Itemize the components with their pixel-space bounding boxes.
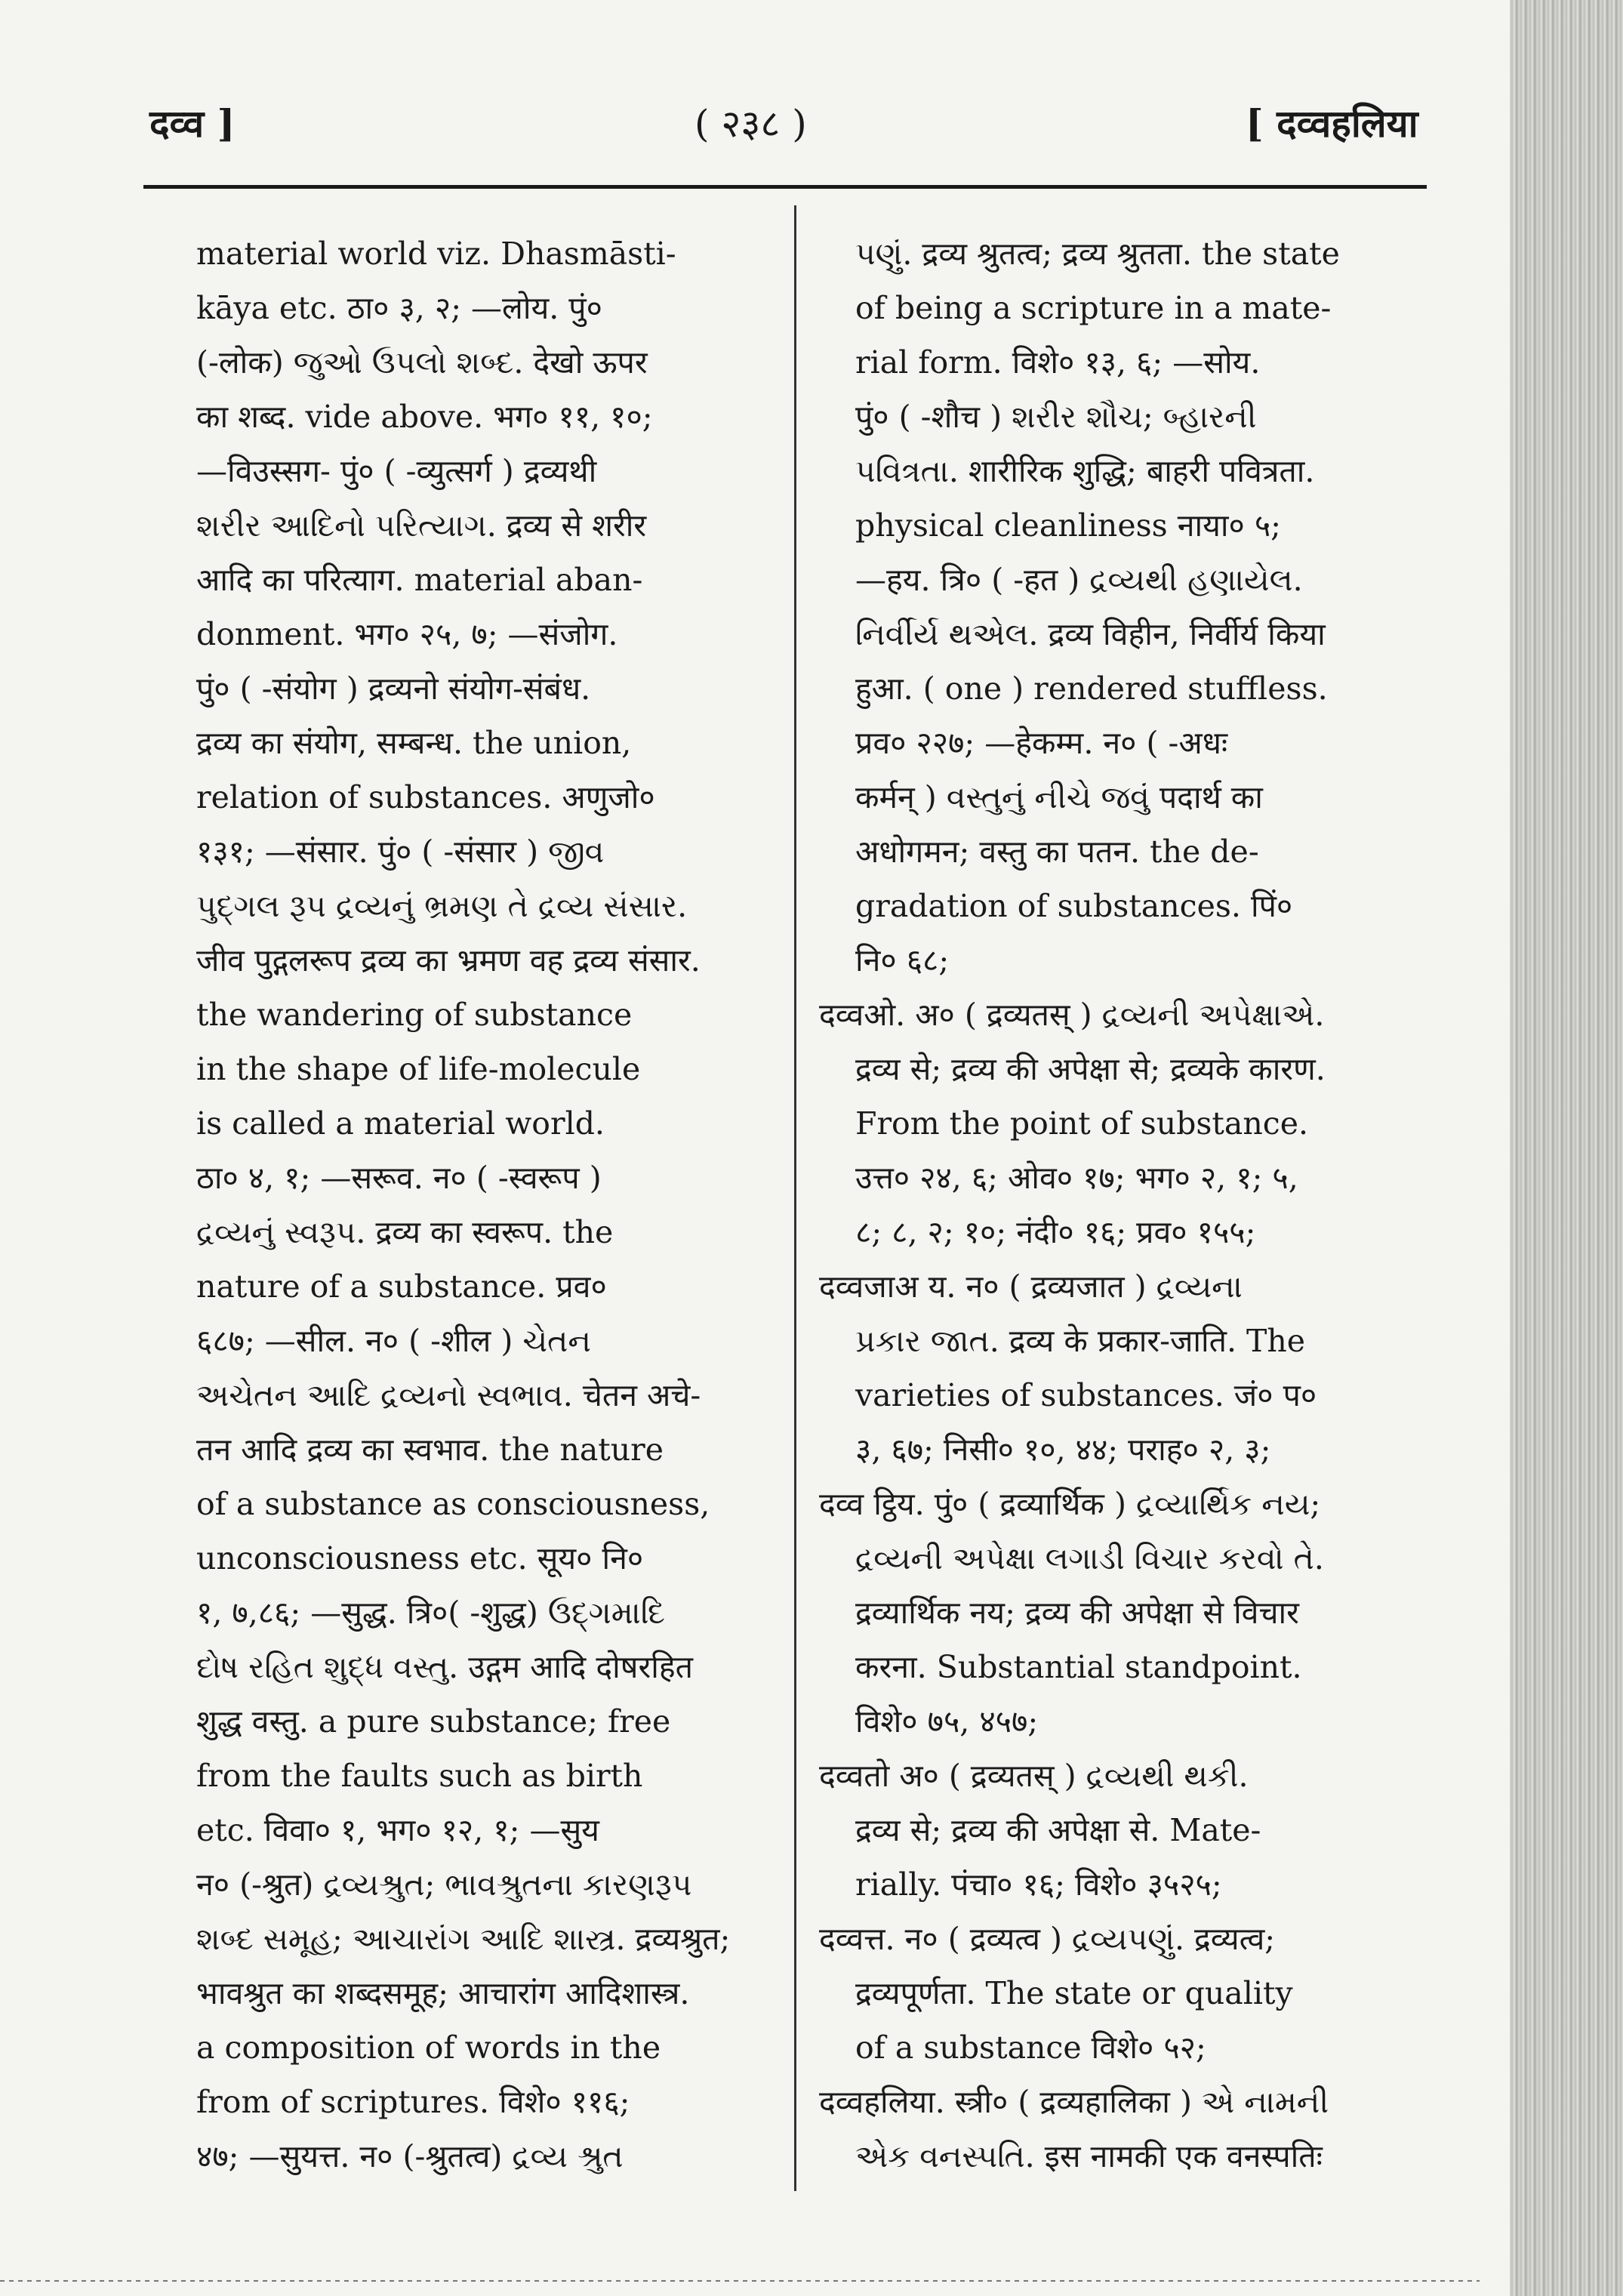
text-line: relation of substances. अणुजो० xyxy=(196,779,655,815)
text-line: ६८७; —सील. न० ( -शील ) ચેતન xyxy=(196,1323,591,1359)
text-line: (-लोक) જુઓ ઉપલો શબ્દ. देखो ऊपर xyxy=(196,344,648,381)
text-line: kāya etc. ठा० ३, २; —लोय. पुं० xyxy=(196,290,602,326)
entry-headword-line: दव्वजाअ य. न० ( द्रव्यजात ) દ્રવ્યના xyxy=(819,1268,1243,1305)
text-line: પુદ્ગલ રૂપ દ્રવ્યનું ભ્રમણ તે દ્રવ્ય સંસાર. xyxy=(196,888,688,924)
text-line: १, ७,८६; —सुद्ध. त्रि०( -शुद्ध) ઉદ્ગમાદિ xyxy=(196,1595,665,1631)
text-line: પણું. द्रव्य श्रुतत्व; द्रव्य श्रुतता. the state xyxy=(855,236,1340,272)
text-line: न० (-श्रुत) દ્રવ્યશ્રુત; ભાવશ્રુતના કારણરૂપ xyxy=(196,1866,692,1903)
text-line: nature of a substance. प्रव० xyxy=(196,1268,607,1305)
page-edge-scan-shadow xyxy=(1510,0,1623,2296)
bottom-scan-edge xyxy=(0,2280,1480,2282)
text-line: rial form. विशे० १३, ६; —सोय. xyxy=(855,344,1261,381)
right-column xyxy=(819,227,1438,2184)
text-line: physical cleanliness नाया० ५; xyxy=(855,507,1281,544)
entry-headword-line: दव्वओ. अ० ( द्रव्यतस् ) દ્રવ્યની અપેક્ષાએ. xyxy=(819,997,1325,1033)
text-line: of a substance विशे० ५२; xyxy=(855,2029,1206,2066)
text-line: is called a material world. xyxy=(196,1105,605,1142)
text-line: of a substance as consciousness, xyxy=(196,1486,710,1522)
text-line: From the point of substance. xyxy=(855,1105,1308,1142)
text-line: પવિત્રતા. शारीरिक शुद्धि; बाहरी पवित्रता. xyxy=(855,453,1315,489)
text-line: etc. विवा० १, भग० १२, १; —सुय xyxy=(196,1812,599,1848)
text-line: द्रव्य का संयोग, सम्बन्ध. the union, xyxy=(196,725,632,761)
text-line: विशे० ७५, ४५७; xyxy=(855,1703,1039,1740)
text-line: rially. पंचा० १६; विशे० ३५२५; xyxy=(855,1866,1222,1903)
text-line: द्रव्यपूर्णता. The state or quality xyxy=(855,1975,1293,2011)
text-line: શબ્દ સમૂહ; આચારાંગ આદિ શાસ્ત્ર. द्रव्यश्रुत; xyxy=(196,1921,731,1957)
entry-headword-line: दव्व ट्ठिय. पुं० ( द्रव्यार्थिक ) દ્રવ્યાર્થિક નય; xyxy=(819,1486,1321,1522)
text-line: द्रव्यार्थिक नय; द्रव्य की अपेक्षा से विचार xyxy=(855,1595,1299,1631)
text-line: ८; ८, २; १०; नंदी० १६; प्रव० १५५; xyxy=(855,1214,1256,1250)
text-line: એક વનસ્પતિ. इस नामकी एक वनस्पतिः xyxy=(855,2138,1323,2174)
text-line: from of scriptures. विशे० ११६; xyxy=(196,2084,630,2120)
text-line: अधोगमन; वस्तु का पतन. the de- xyxy=(855,834,1259,870)
text-line: पुं० ( -शौच ) શરીર શૌચ; બ્હારની xyxy=(855,399,1257,435)
text-line: નિર્વીર્ય થએલ. द्रव्य विहीन, निर्वीर्य किया xyxy=(855,616,1326,652)
text-line: पुं० ( -संयोग ) द्रव्यनो संयोग-संबंध. xyxy=(196,670,591,707)
header-right-guideword: [ दव्वहलिया xyxy=(1246,101,1418,146)
text-line: का शब्द. vide above. भग० ११, १०; xyxy=(196,399,653,435)
text-line: દ્રવ્યની અપેક્ષા લગાડી વિચાર કરવો તે. xyxy=(855,1540,1324,1576)
text-line: हुआ. ( one ) rendered stuffless. xyxy=(855,670,1328,707)
text-line: in the shape of life-molecule xyxy=(196,1051,641,1087)
text-line: ४७; —सुयत्त. न० (-श्रुतत्व) દ્રવ્ય શ્રુત xyxy=(196,2138,624,2174)
text-line: शुद्ध वस्तु. a pure substance; free xyxy=(196,1703,671,1740)
text-line: અચેતન આદિ દ્રવ્યનો સ્વભાવ. चेतन अचे- xyxy=(196,1377,701,1413)
text-line: १३१; —संसार. पुं० ( -संसार ) જીવ xyxy=(196,834,605,870)
text-line: उत्त० २४, ६; ओव० १७; भग० २, १; ५, xyxy=(855,1160,1298,1196)
text-line: द्रव्य से; द्रव्य की अपेक्षा से; द्रव्यके कारण. xyxy=(855,1051,1326,1087)
text-line: जीव पुद्गलरूप द्रव्य का भ्रमण वह द्रव्य संसार. xyxy=(196,942,701,978)
text-line: तन आदि द्रव्य का स्वभाव. the nature xyxy=(196,1432,664,1468)
text-line: દ્રવ્યનું સ્વરૂપ. द्रव्य का स्वरूप. the xyxy=(196,1214,614,1250)
text-line: શરીર આદિનો પરિત્યાગ. द्रव्य से शरीर xyxy=(196,507,647,544)
text-line: करना. Substantial standpoint. xyxy=(855,1649,1302,1685)
entry-headword-line: दव्वहलिया. स्त्री० ( द्रव्यहालिका ) એ નામની xyxy=(819,2084,1329,2120)
text-line: donment. भग० २५, ७; —संजोग. xyxy=(196,616,618,652)
header-rule xyxy=(143,185,1427,189)
text-line: ठा० ४, १; —सरूव. न० ( -स्वरूप ) xyxy=(196,1160,602,1196)
text-line: —विउस्सग- पुं० ( -व्युत्सर्ग ) द्रव्यथी xyxy=(196,453,597,489)
text-line: from the faults such as birth xyxy=(196,1758,643,1794)
text-line: प्रव० २२७; —हेकम्म. न० ( -अधः xyxy=(855,725,1228,761)
entry-headword-line: दव्वत्त. न० ( द्रव्यत्व ) દ્રવ્યપણું. द्रव्यत्व; xyxy=(819,1921,1276,1957)
text-line: material world viz. Dhasmāsti- xyxy=(196,236,676,272)
text-line: भावश्रुत का शब्दसमूह; आचारांग आदिशास्त्र. xyxy=(196,1975,690,2011)
entry-headword-line: दव्वतो अ० ( द्रव्यतस् ) દ્રવ્યથી થકી. xyxy=(819,1758,1249,1794)
text-line: of being a scripture in a mate- xyxy=(855,290,1332,326)
left-column xyxy=(196,227,766,2184)
text-line: आदि का परित्याग. material aban- xyxy=(196,562,643,598)
text-line: कर्मन् ) વસ્તુનું નીચે જવું पदार्थ का xyxy=(855,779,1263,815)
text-line: नि० ६८; xyxy=(855,942,950,978)
column-divider xyxy=(794,205,796,2191)
text-line: the wandering of substance xyxy=(196,997,633,1033)
text-line: द्रव्य से; द्रव्य की अपेक्षा से. Mate- xyxy=(855,1812,1261,1848)
text-line: દોષ રહિત શુદ્ધ વસ્તુ. उद्गम आदि दोषरहित xyxy=(196,1649,694,1685)
text-line: unconsciousness etc. सूय० नि० xyxy=(196,1540,644,1576)
text-line: varieties of substances. जं० प० xyxy=(855,1377,1317,1413)
text-line: gradation of substances. पिं० xyxy=(855,888,1293,924)
page-number: ( २३८ ) xyxy=(694,102,807,146)
text-line: a composition of words in the xyxy=(196,2029,661,2066)
header-left-guideword: दव्व ] xyxy=(149,101,236,146)
text-line: ३, ६७; निसी० १०, ४४; पराह० २, ३; xyxy=(855,1432,1271,1468)
text-line: પ્રકાર જાત. द्रव्य के प्रकार-जाति. The xyxy=(855,1323,1306,1359)
text-line: —हय. त्रि० ( -हत ) દ્રવ્યથી હણાયેલ. xyxy=(855,562,1303,598)
